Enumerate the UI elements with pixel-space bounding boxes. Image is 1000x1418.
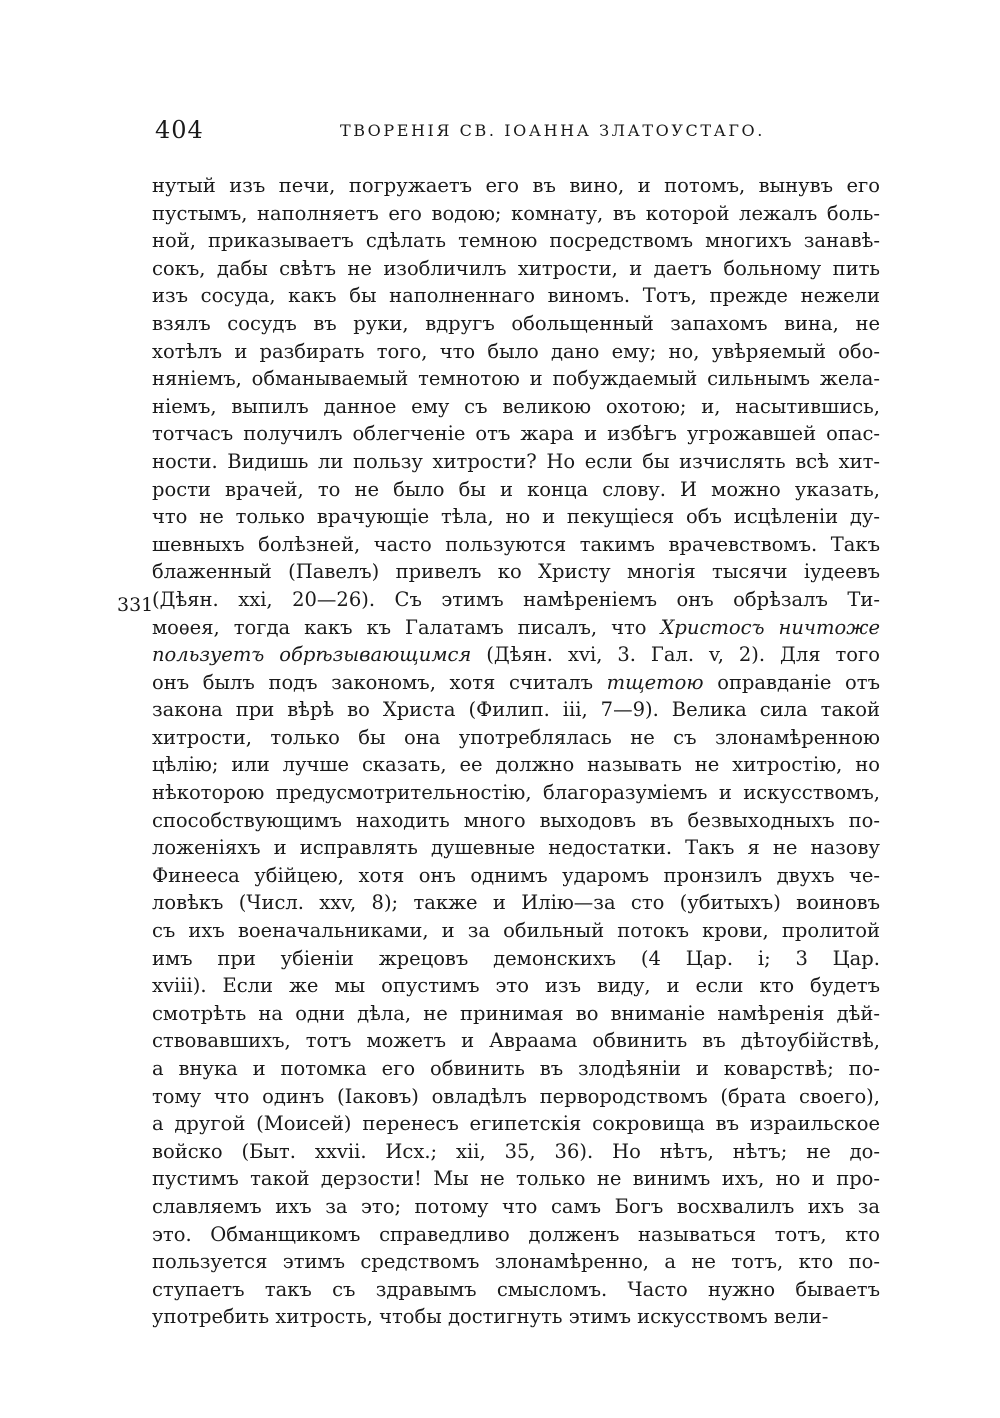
text-line <box>152 255 880 283</box>
text-segment: рости врачей, то не было бы и конца слову. И можно указать, <box>152 477 880 501</box>
text-segment: смотрѣть на одни дѣла, не принимая во вниманіе намѣренія дѣй- <box>152 1001 880 1025</box>
text-line <box>152 227 880 255</box>
running-title: ТВОРЕНІЯ СВ. ІОАННА ЗЛАТОУСТАГО. <box>340 121 765 140</box>
text-segment: нѣкоторою предусмотрительностію, благоразуміемъ и искусствомъ, <box>152 781 880 805</box>
text-segment: хитрости, только бы она употреблялась не съ злонамѣренною <box>152 725 880 749</box>
text-segment: ніемъ, выпилъ данное ему съ великою охотою; и, насытившись, <box>152 394 880 418</box>
text-segment: шевныхъ болѣзней, часто пользуются такимъ врачевствомъ. Такъ <box>152 532 880 556</box>
text-segment: xviii). Если же мы опустимъ это изъ виду, и если кто будетъ <box>152 974 880 998</box>
text-line <box>152 724 880 752</box>
text-segment: блаженный (Павелъ) привелъ ко Христу многія тысячи іудеевъ <box>152 560 880 584</box>
text-line <box>152 1276 880 1304</box>
text-segment: моѳея, тогда какъ къ Галатамъ писалъ, что <box>152 615 661 639</box>
text-line <box>152 1221 880 1249</box>
text-line <box>152 1000 880 1028</box>
text-line <box>152 531 880 559</box>
text-line <box>152 1110 880 1138</box>
text-segment: тому что одинъ (Іаковъ) овладѣлъ первородствомъ (брата своего), <box>152 1084 880 1108</box>
text-line <box>152 476 880 504</box>
text-line <box>152 420 880 448</box>
italic-text-segment: тщетою <box>606 670 704 694</box>
margin-reference-number: 331 <box>117 594 154 616</box>
text-line <box>152 1165 880 1193</box>
text-line <box>152 1138 880 1166</box>
text-line <box>152 862 880 890</box>
italic-text-segment: Христосъ ничтоже <box>660 615 880 639</box>
text-line <box>152 669 880 697</box>
text-line <box>152 365 880 393</box>
text-line <box>152 751 880 779</box>
text-line <box>152 338 880 366</box>
text-segment: съ ихъ военачальниками, и за обильный потокъ крови, пролитой <box>152 919 880 943</box>
text-segment: онъ былъ подъ закономъ, хотя считалъ <box>152 670 607 694</box>
text-line <box>152 1248 880 1276</box>
text-segment: (Дѣян. xxi, 20—26). Съ этимъ намѣреніемъ онъ обрѣзалъ Ти- <box>152 587 880 611</box>
text-line <box>152 1083 880 1111</box>
text-segment: пустымъ, наполняетъ его водою; комнату, въ которой лежалъ боль- <box>152 201 880 225</box>
text-line <box>152 641 880 669</box>
text-segment: способствующимъ находить много выходовъ въ безвыходныхъ по- <box>152 808 880 832</box>
text-line <box>152 972 880 1000</box>
text-segment: употребить хитрость, чтобы достигнуть этимъ искусствомъ вели- <box>152 1305 829 1329</box>
text-line <box>152 1193 880 1221</box>
text-line <box>152 889 880 917</box>
text-segment: взялъ сосудъ въ руки, вдругъ обольщенный запахомъ вина, не <box>152 311 880 335</box>
text-segment: а другой (Моисей) перенесъ египетскія сокровища въ израильское <box>152 1112 880 1136</box>
text-segment: ствовавшихъ, тотъ можетъ и Авраама обвинить въ дѣтоубійствѣ, <box>152 1029 880 1053</box>
text-segment: (Дѣян. xvi, 3. Гал. v, 2). Для того <box>471 643 880 667</box>
text-line <box>152 503 880 531</box>
text-segment: славляемъ ихъ за это; потому что самъ Богъ восхвалилъ ихъ за <box>152 1194 880 1218</box>
text-line <box>152 945 880 973</box>
text-segment: а внука и потомка его обвинить въ злодѣяніи и коварствѣ; по- <box>152 1057 880 1080</box>
text-line <box>152 200 880 228</box>
text-line <box>152 282 880 310</box>
text-line <box>152 834 880 862</box>
text-segment: ной, приказываетъ сдѣлать темною посредствомъ многихъ занавѣ- <box>152 229 880 253</box>
text-segment: Финееса убійцею, хотя онъ однимъ ударомъ пронзилъ двухъ че- <box>152 863 880 887</box>
text-segment: что не только врачующіе тѣла, но и пекущіеся объ исцѣленіи ду- <box>152 505 880 529</box>
text-segment: это. Обманщикомъ справедливо долженъ называться тотъ, кто <box>152 1222 880 1246</box>
text-segment: оправданіе отъ <box>703 670 880 694</box>
text-segment: хотѣлъ и разбирать того, что было дано ему; но, увѣряемый обо- <box>152 339 880 363</box>
text-line <box>152 1055 880 1083</box>
text-segment: няніемъ, обманываемый темнотою и побуждаемый сильнымъ жела- <box>152 367 880 391</box>
text-line <box>152 393 880 421</box>
text-segment: сокъ, дабы свѣтъ не изобличилъ хитрости, и даетъ больному пить <box>152 256 880 280</box>
text-segment: войско (Быт. xxvii. Исх.; xii, 35, 36). Но нѣтъ, нѣтъ; не до- <box>152 1139 880 1163</box>
text-line <box>152 172 880 200</box>
text-segment: изъ сосуда, какъ бы наполненнаго виномъ. Тотъ, прежде нежели <box>152 284 880 308</box>
text-segment: имъ при убіеніи жрецовъ демонскихъ (4 Цар. i; 3 Цар. <box>152 946 880 970</box>
text-segment: ности. Видишь ли пользу хитрости? Но если бы изчислять всѣ хит- <box>152 449 880 473</box>
text-line <box>152 310 880 338</box>
text-line <box>152 1027 880 1055</box>
text-line <box>152 1303 880 1331</box>
text-segment: цѣлію; или лучше сказать, ее должно называть не хитростію, но <box>152 753 880 777</box>
text-segment: нутый изъ печи, погружаетъ его въ вино, и потомъ, вынувъ его <box>152 174 880 197</box>
text-segment: ступаетъ такъ съ здравымъ смысломъ. Часто нужно бываетъ <box>152 1277 880 1301</box>
italic-text-segment: пользуетъ обрѣзывающимся <box>152 643 472 667</box>
running-header <box>150 116 885 146</box>
page-number: 404 <box>155 116 204 144</box>
text-line <box>152 917 880 945</box>
text-line <box>152 558 880 586</box>
text-segment: тотчасъ получилъ облегченіе отъ жара и избѣгъ угрожавшей опас- <box>152 422 880 446</box>
text-segment: ловѣкъ (Числ. xxv, 8); также и Илію—за сто (убитыхъ) воиновъ <box>152 891 880 915</box>
text-line <box>152 807 880 835</box>
text-segment: закона при вѣрѣ во Христа (Филип. iii, 7—9). Велика сила такой <box>152 698 880 722</box>
text-segment: пользуется этимъ средствомъ злонамѣренно, а не тотъ, кто по- <box>152 1250 880 1274</box>
text-segment: ложеніяхъ и исправлять душевные недостатки. Такъ я не назову <box>152 836 880 860</box>
text-segment: пустимъ такой дерзости! Мы не только не винимъ ихъ, но и про- <box>152 1167 880 1191</box>
text-line <box>152 586 880 614</box>
body-text <box>152 172 880 1331</box>
text-line <box>152 696 880 724</box>
text-line <box>152 614 880 642</box>
text-line <box>152 779 880 807</box>
text-line <box>152 448 880 476</box>
